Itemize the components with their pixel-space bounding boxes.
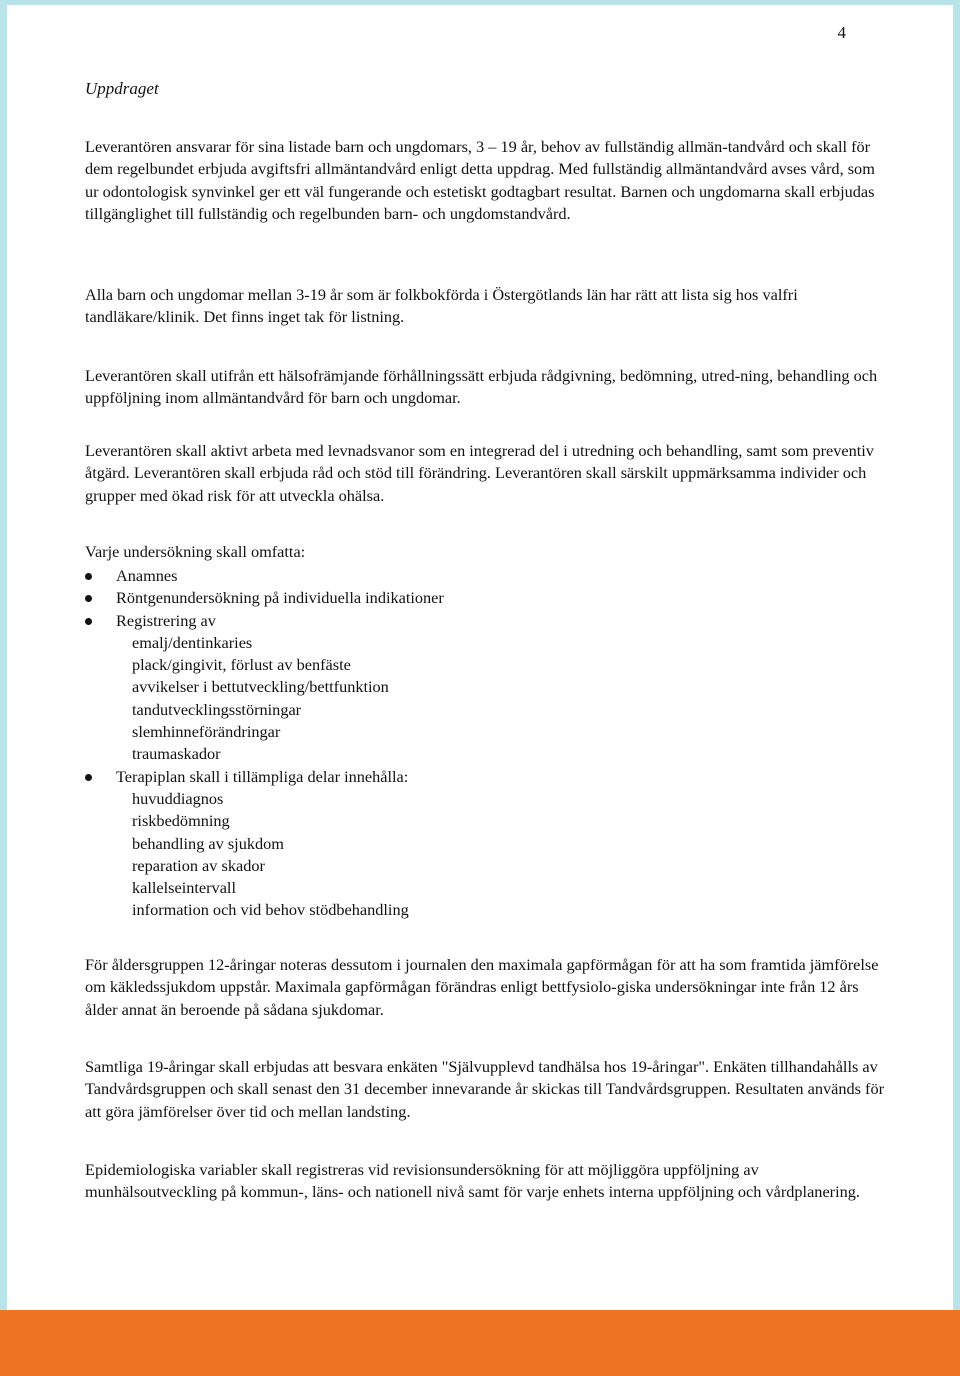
list-intro: Varje undersökning skall omfatta:	[85, 542, 306, 561]
sublist-item: avvikelser i bettutveckling/bettfunktion	[132, 677, 389, 697]
bullet-icon	[85, 595, 92, 602]
paragraph-survey: Samtliga 19-åringar skall erbjudas att besvara enkäten "Självupplevd tandhälsa hos 19-åringar". Enkäten tillhandahålls av Tandvårdsgruppen och skall senast den 31 december innevarande år skickas till Tandvårdsgruppen. Resultaten används för att göra jämförelser över tid och mellan landsting.	[85, 1057, 885, 1121]
section-heading: Uppdraget	[85, 79, 159, 98]
examination-list	[85, 565, 885, 922]
sublist-item: tandutvecklingsstörningar	[132, 699, 302, 719]
sublist-item: reparation av skador	[132, 855, 265, 875]
sublist-item: kallelseintervall	[132, 878, 236, 898]
list-item-label: Anamnes	[116, 566, 178, 585]
page-frame-top	[0, 0, 960, 5]
page-frame-left	[0, 0, 7, 1310]
list-item	[85, 610, 885, 766]
footer-band	[0, 1310, 960, 1376]
treatment-plan-sublist	[116, 788, 885, 922]
list-item	[85, 565, 885, 587]
paragraph-intro: Leverantören ansvarar för sina listade barn och ungdomars, 3 – 19 år, behov av fullständig allmän-tandvård och skall för dem regelbundet erbjuda avgiftsfri allmäntandvård enligt detta uppdrag. Med fullständig allmäntandvård avses vård, som ur odontologisk synvinkel ger ett väl fungerande och estetiskt godtagbart resultat. Barnen och ungdomarna skall erbjudas tillgänglighet till fullständig och regelbunden barn- och ungdomstandvård.	[85, 137, 875, 223]
bullet-icon	[85, 573, 92, 580]
list-item	[85, 587, 885, 609]
list-item	[85, 766, 885, 922]
paragraph-epidemiology: Epidemiologiska variabler skall registreras vid revisionsundersökning för att möjliggöra uppföljning av munhälsoutveckling på kommun-, läns- och nationell nivå samt för varje enhets interna uppföljning och vårdplanering.	[85, 1160, 860, 1202]
bullet-icon	[85, 774, 92, 781]
sublist-item: huvuddiagnos	[132, 788, 224, 808]
page-frame-right	[953, 0, 960, 1310]
sublist-item: traumaskador	[132, 744, 221, 764]
paragraph-jaw-opening: För åldersgruppen 12-åringar noteras dessutom i journalen den maximala gapförmågan för att ha som framtida jämförelse om käkledssjukdom uppstår. Maximala gapförmågan förändras enligt bettfysiolo-giska undersökningar inte från 12 års ålder annat än beroende på sådana sjukdomar.	[85, 955, 879, 1019]
page-number: 4	[837, 23, 846, 42]
list-item-label: Registrering av	[116, 610, 216, 630]
sublist-item: plack/gingivit, förlust av benfäste	[132, 655, 351, 675]
paragraph-listing: Alla barn och ungdomar mellan 3-19 år som är folkbokförda i Östergötlands län har rätt att lista sig hos valfri tandläkare/klinik. Det finns inget tak för listning.	[85, 285, 798, 327]
list-item-label: Röntgenundersökning på individuella indikationer	[116, 588, 444, 608]
list-item-label: Terapiplan skall i tillämpliga delar innehålla:	[116, 766, 409, 786]
sublist-item: information och vid behov stödbehandling	[132, 900, 409, 920]
sublist-item: slemhinneförändringar	[132, 722, 281, 742]
sublist-item: emalj/dentinkaries	[132, 632, 253, 652]
paragraph-lifestyle: Leverantören skall aktivt arbeta med levnadsvanor som en integrerad del i utredning och behandling, samt som preventiv åtgärd. Leverantören skall erbjuda råd och stöd till förändring. Leverantören skall särskilt uppmärksamma individer och grupper med ökad risk för att utveckla ohälsa.	[85, 441, 874, 505]
sublist-item: behandling av sjukdom	[132, 833, 284, 853]
sublist-item: riskbedömning	[132, 811, 230, 831]
paragraph-health-promotion: Leverantören skall utifrån ett hälsofrämjande förhållningssätt erbjuda rådgivning, bedömning, utred-ning, behandling och uppföljning inom allmäntandvård för barn och ungdomar.	[85, 366, 878, 408]
registration-sublist	[116, 632, 885, 766]
bullet-icon	[85, 618, 92, 625]
